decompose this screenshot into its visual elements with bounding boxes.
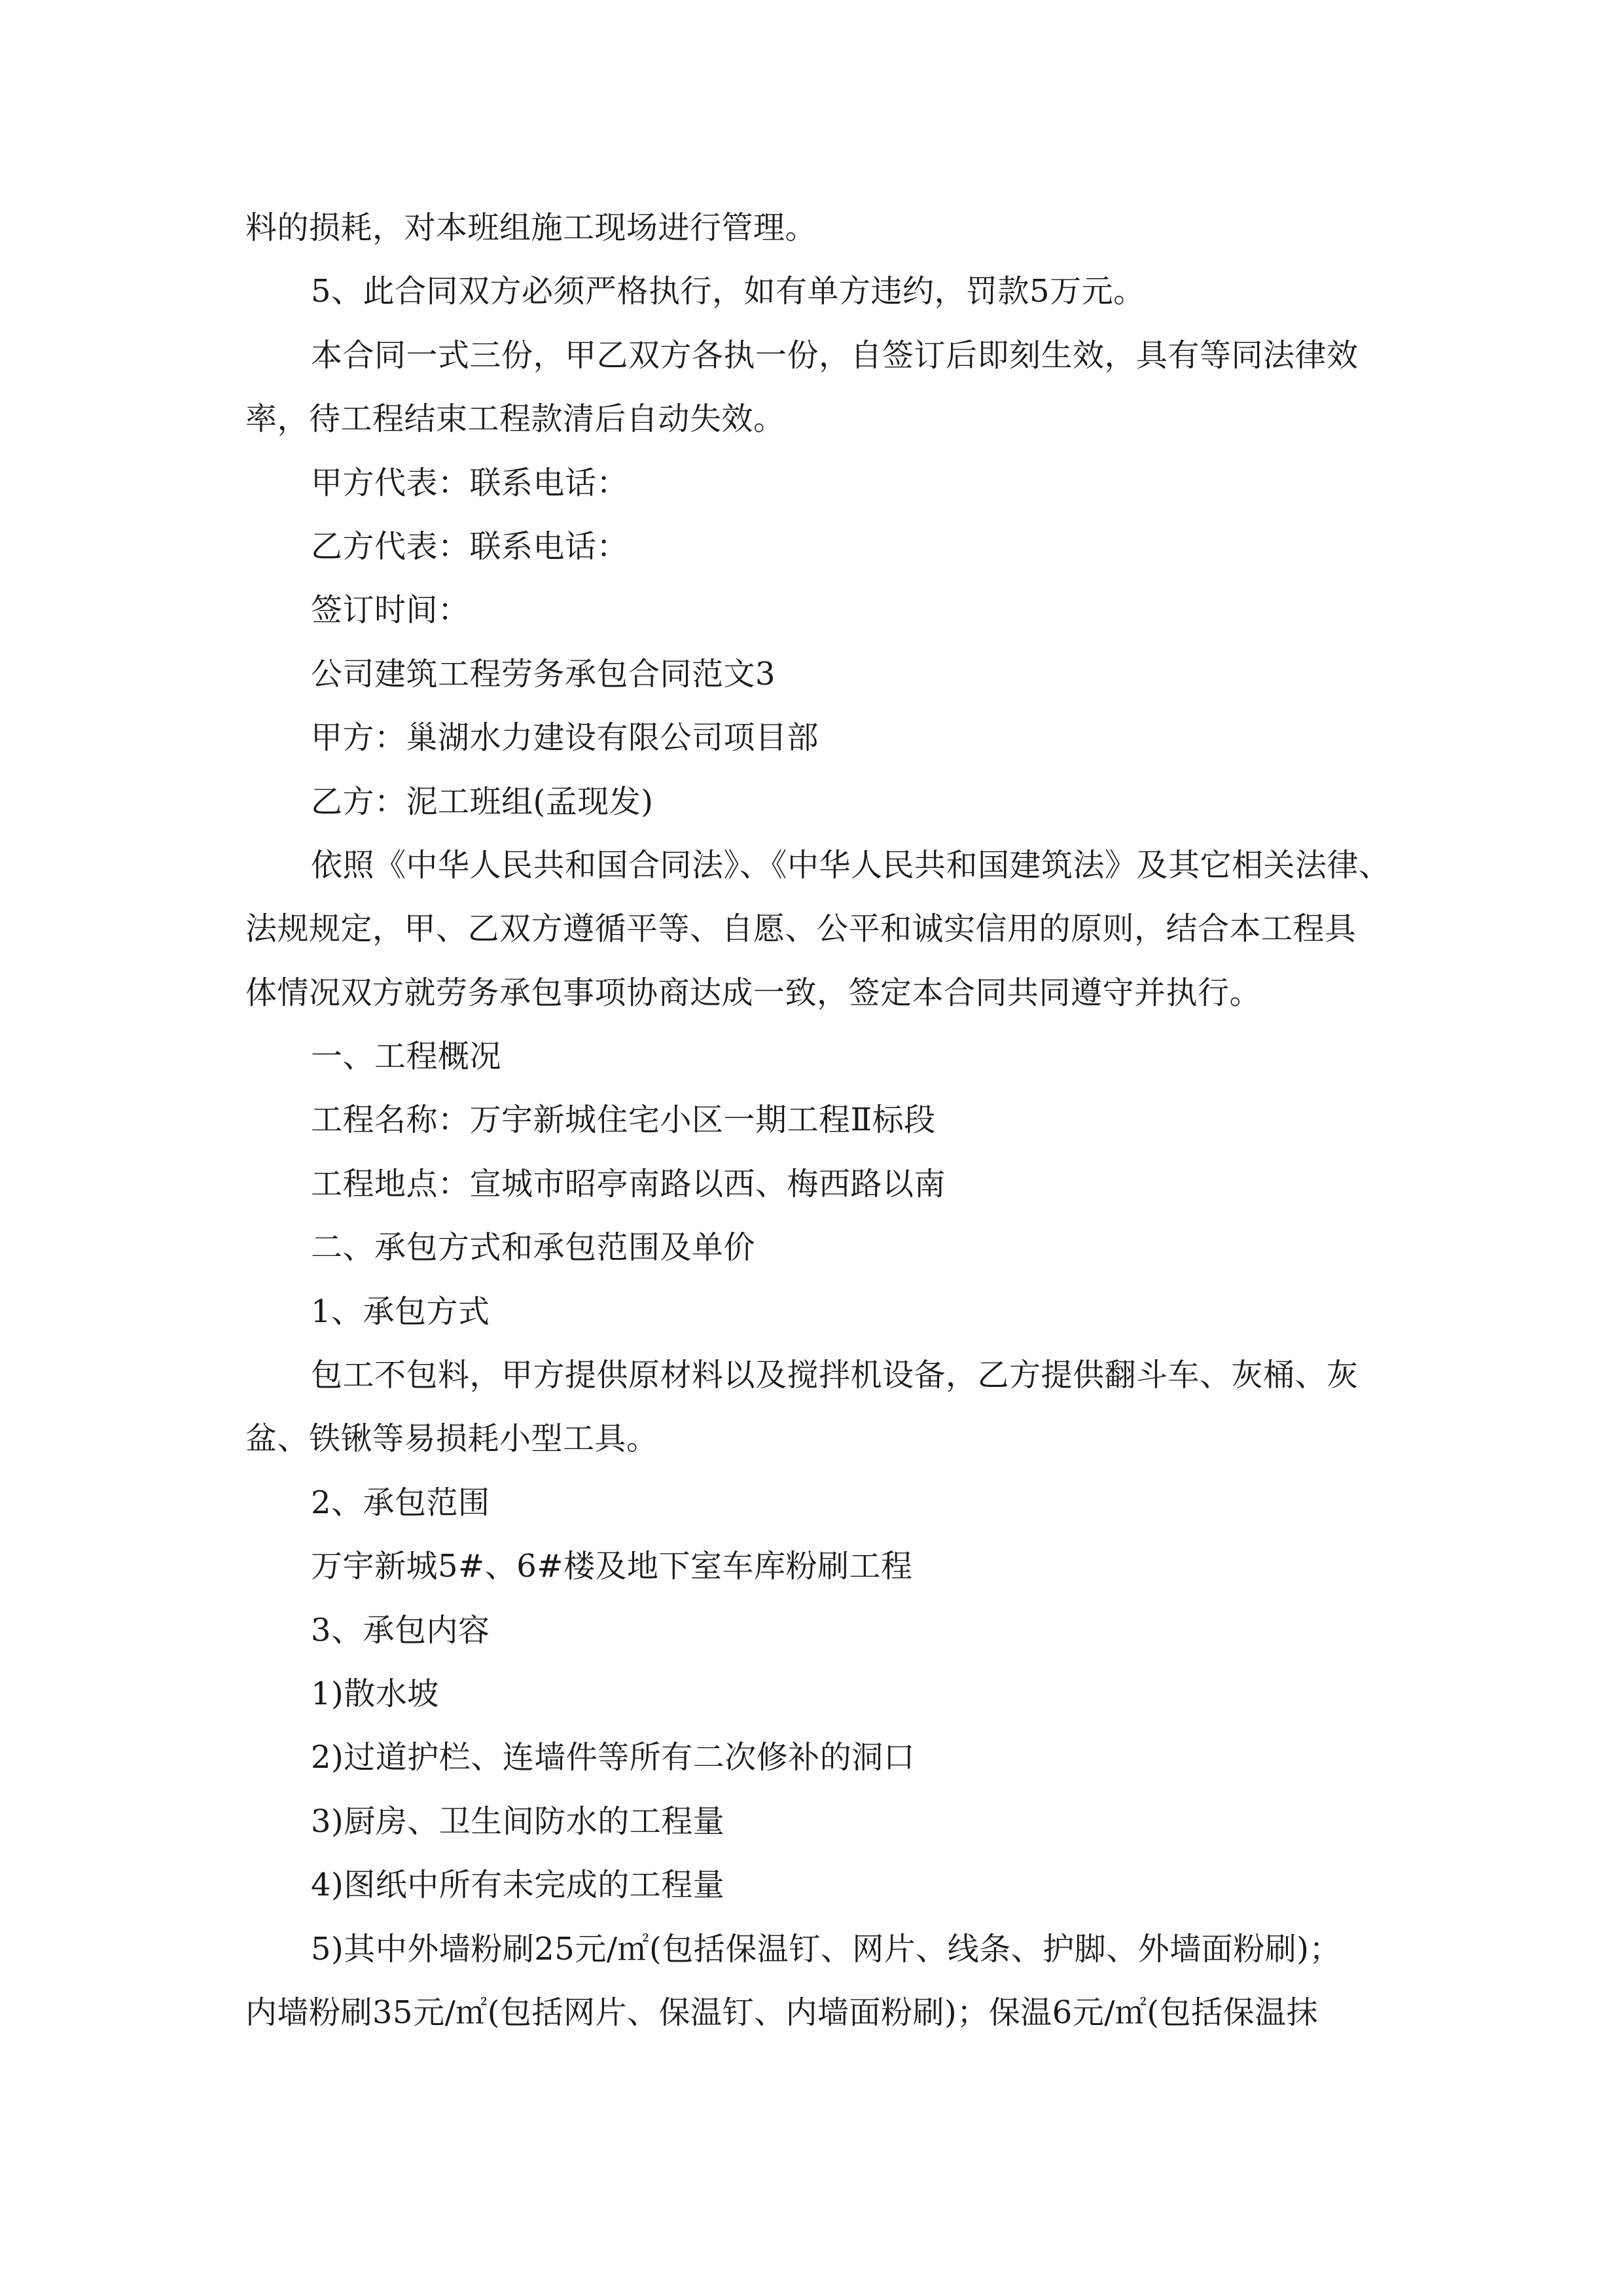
project-name: 工程名称：万宇新城住宅小区一期工程Ⅱ标段	[311, 1102, 936, 1139]
subheading-contract-range: 2、承包范围	[311, 1484, 490, 1521]
text-line: 体情况双方就劳务承包事项协商达成一致，签定本合同共同遵守并执行。	[245, 974, 1262, 1011]
text-line: 法规规定，甲、乙双方遵循平等、自愿、公平和诚实信用的原则，结合本工程具	[245, 910, 1357, 948]
text-line: 依照《中华人民共和国合同法》、《中华人民共和国建筑法》及其它相关法律、	[311, 846, 1391, 884]
heading-contract-scope: 二、承包方式和承包范围及单价	[311, 1229, 756, 1266]
subheading-contract-method: 1、承包方式	[311, 1293, 490, 1330]
document-body	[245, 196, 1391, 2045]
text-line: 率，待工程结束工程款清后自动失效。	[245, 401, 785, 438]
text-line: 万宇新城5#、6#楼及地下室车库粉刷工程	[311, 1548, 913, 1585]
project-location: 工程地点：宣城市昭亭南路以西、梅西路以南	[311, 1165, 946, 1202]
text-line: 内墙粉刷35元/㎡(包括网片、保温钉、内墙面粉刷)；保温6元/㎡(包括保温抹	[245, 1994, 1319, 2031]
section-title: 公司建筑工程劳务承包合同范文3	[311, 655, 776, 692]
list-item: 3)厨房、卫生间防水的工程量	[311, 1803, 725, 1840]
party-b-representative: 乙方代表：联系电话：	[311, 528, 629, 565]
party-a-representative: 甲方代表：联系电话：	[311, 464, 629, 501]
signing-date: 签订时间：	[311, 592, 470, 629]
party-b: 乙方：泥工班组(孟现发)	[311, 783, 654, 820]
party-a: 甲方：巢湖水力建设有限公司项目部	[311, 719, 819, 757]
list-item: 4)图纸中所有未完成的工程量	[311, 1867, 725, 1904]
heading-project-overview: 一、工程概况	[311, 1038, 502, 1075]
text-line: 5、此合同双方必须严格执行，如有单方违约，罚款5万元。	[311, 273, 1145, 310]
text-line: 料的损耗，对本班组施工现场进行管理。	[245, 209, 817, 246]
text-line: 包工不包料，甲方提供原材料以及搅拌机设备，乙方提供翻斗车、灰桶、灰	[311, 1357, 1359, 1394]
list-item: 2)过道护栏、连墙件等所有二次修补的洞口	[311, 1739, 916, 1776]
text-line: 盆、铁锹等易损耗小型工具。	[245, 1420, 658, 1458]
text-line: 本合同一式三份，甲乙双方各执一份，自签订后即刻生效，具有等同法律效	[311, 336, 1359, 374]
list-item: 1)散水坡	[311, 1675, 439, 1712]
subheading-contract-content: 3、承包内容	[311, 1611, 490, 1649]
list-item: 5)其中外墙粉刷25元/㎡(包括保温钉、网片、线条、护脚、外墙面粉刷)；	[311, 1930, 1341, 1967]
